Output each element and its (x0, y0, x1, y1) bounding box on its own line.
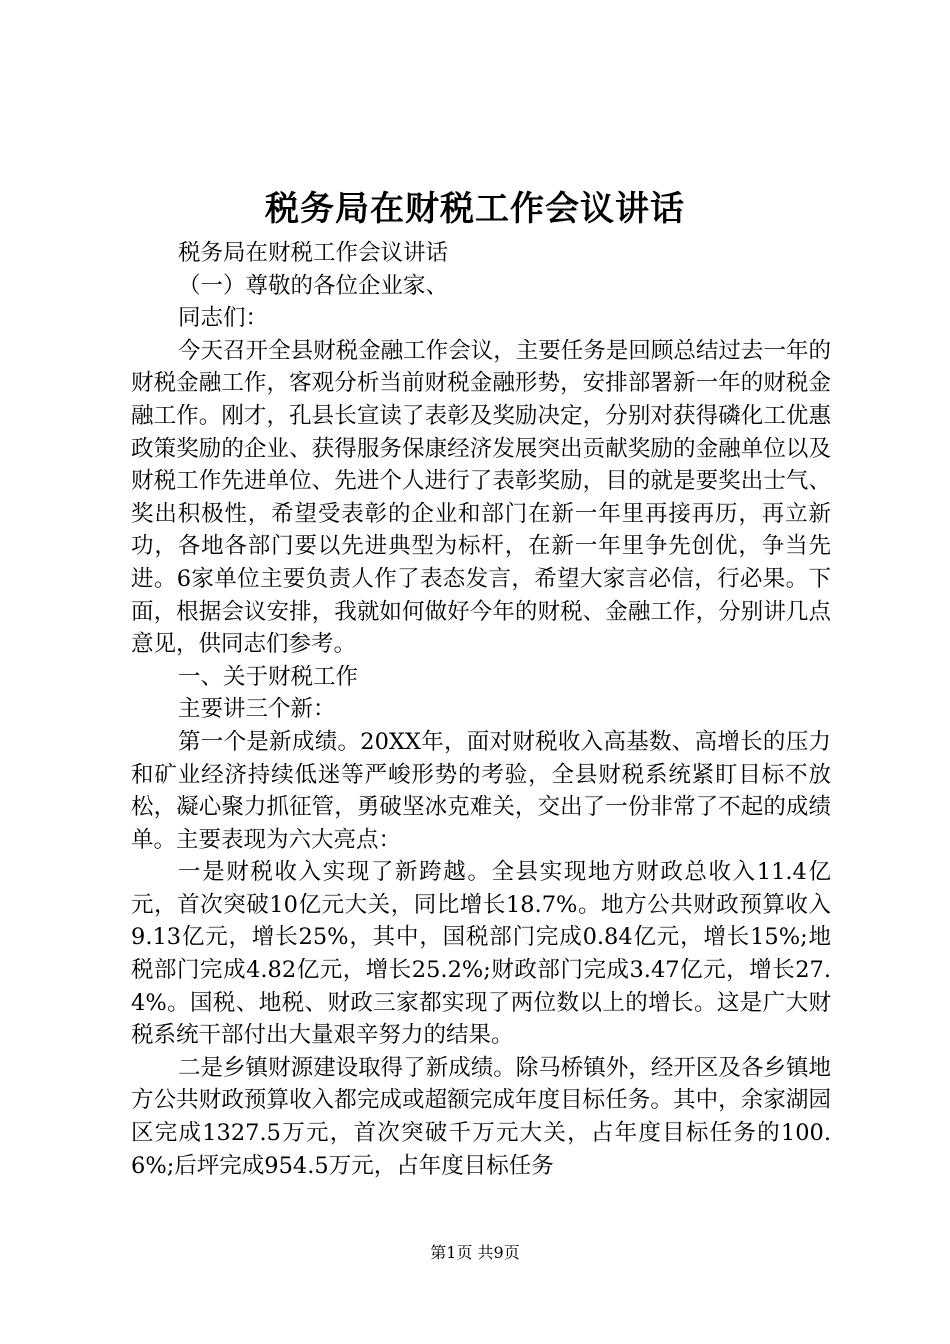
body-paragraph: 二是乡镇财源建设取得了新成绩。除马桥镇外，经开区及各乡镇地方公共财政预算收入都完成或超额完成年度目标任务。其中，余家湖园区完成1327.5万元，首次突破千万元大关，占年度目标任务的100.6%;后坪完成954.5万元，占年度目标任务 (131, 1054, 831, 1179)
salutation-paragraph: 同志们： (178, 305, 269, 332)
body-paragraph: 主要讲三个新： (178, 696, 336, 723)
subtitle-paragraph: 税务局在财税工作会议讲话 (178, 240, 449, 266)
document-title: 税务局在财税工作会议讲话 (265, 189, 685, 229)
body-paragraph: 一是财税收入实现了新跨越。全县实现地方财政总收入11.4亿元，首次突破10亿元大关，同比增长18.7%。地方公共财政预算收入9.13亿元，增长25%，其中，国税部门完成0.84亿元，增长15%;地税部门完成4.82亿元，增长25.2%;财政部门完成3.47亿元，增长27.4%。国税、地税、财政三家都实现了两位数以上的增长。这是广大财税系统干部付出大量艰辛努力的结果。 (131, 859, 831, 1049)
document-body (131, 237, 831, 1182)
page-footer: 第1页 共9页 (430, 1243, 520, 1262)
body-paragraph: 今天召开全县财税金融工作会议，主要任务是回顾总结过去一年的财税金融工作，客观分析当前财税金融形势，安排部署新一年的财税金融工作。刚才，孔县长宣读了表彰及奖励决定，分别对获得磷化工优惠政策奖励的企业、获得服务保康经济发展突出贡献奖励的金融单位以及财税工作先进单位、先进个人进行了表彰奖励，目的就是要奖出士气、奖出积极性，希望受表彰的企业和部门在新一年里再接再历，再立新功，各地各部门要以先进典型为标杆，在新一年里争先创优，争当先进。6家单位主要负责人作了表态发言，希望大家言必信，行必果。下面，根据会议安排，我就如何做好今年的财税、金融工作，分别讲几点意见，供同志们参考。 (131, 337, 831, 658)
salutation-paragraph: （一）尊敬的各位企业家、 (178, 272, 449, 299)
section-heading: 一、关于财税工作 (178, 663, 359, 690)
body-paragraph: 第一个是新成绩。20XX年，面对财税收入高基数、高增长的压力和矿业经济持续低迷等严峻形势的考验，全县财税系统紧盯目标不放松，凝心聚力抓征管，勇破坚冰克难关，交出了一份非常了不起的成绩单。主要表现为六大亮点： (131, 728, 831, 853)
